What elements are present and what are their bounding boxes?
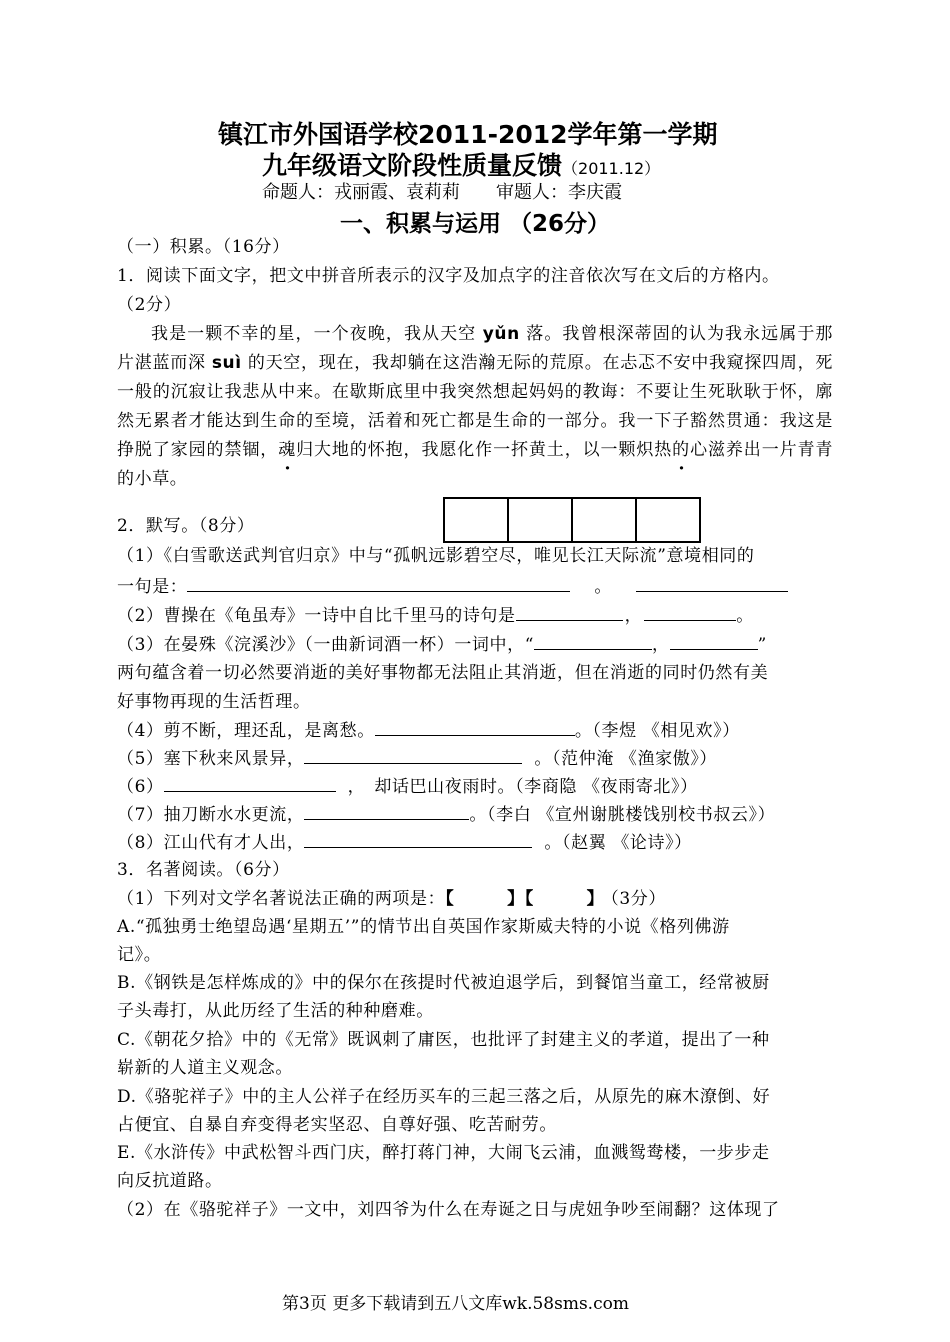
q2-item1-prompt: 一句是： bbox=[117, 577, 188, 597]
doc-title-line1: 镇江市外国语学校2011-2012学年第一学期 bbox=[218, 120, 718, 149]
q2-item3-line1 bbox=[117, 631, 767, 658]
q2-item3-prompt: （3）在晏殊《浣溪沙》（一曲新词酒一杯）一词中，“ bbox=[117, 635, 535, 655]
q2-item5-source: 。（范仲淹 《渔家傲》） bbox=[534, 749, 718, 769]
q2-item5 bbox=[117, 745, 717, 772]
q3-sub1-score: （3分） bbox=[610, 889, 666, 909]
option-e-line2: 向反抗道路。 bbox=[117, 1171, 223, 1191]
q2-item3-line3: 好事物再现的生活哲理。 bbox=[117, 692, 311, 712]
doc-title-date: （2011.12） bbox=[562, 159, 661, 178]
q2-item8-source: 。（赵翼 《论诗》） bbox=[544, 833, 692, 853]
answer-blank[interactable] bbox=[164, 773, 336, 792]
section-title: 一、积累与运用 （26分） bbox=[340, 211, 611, 237]
answer-blank[interactable] bbox=[375, 717, 575, 736]
q1-passage bbox=[117, 320, 833, 494]
q2-item6 bbox=[117, 773, 698, 800]
q2-item6-source: ， 却话巴山夜雨时。（李商隐 《夜雨寄北》） bbox=[347, 777, 698, 797]
answer-box[interactable] bbox=[509, 499, 573, 541]
passage-text-a: 我是一颗不幸的星，一个夜晚，我从天空 bbox=[151, 324, 477, 344]
q2-item7-source: 。（李白 《宣州谢朓楼饯别校书叔云》） bbox=[469, 805, 776, 825]
doc-authors: 命题人：戎丽霞、袁莉莉 审题人：李庆霞 bbox=[262, 182, 622, 203]
q2-item8 bbox=[117, 829, 692, 856]
q2-item2-sep: ， bbox=[624, 606, 643, 626]
q2-item2-end: 。 bbox=[736, 606, 754, 626]
pinyin-yun: yǔn bbox=[482, 324, 520, 344]
option-d-line1: D.《骆驼祥子》中的主人公祥子在经历买车的三起三落之后，从原先的麻木潦倒、好 bbox=[117, 1087, 771, 1107]
answer-blank[interactable] bbox=[187, 573, 570, 592]
q2-item1-sep: 。 bbox=[594, 577, 613, 597]
q2-item7-prompt: （7）抽刀断水水更流， bbox=[117, 805, 305, 825]
q2-item3-line2: 两句蕴含着一切必然要消逝的美好事物都无法阻止其消逝，但在消逝的同时仍然有美 bbox=[117, 663, 769, 683]
q2-item3-sep: ， bbox=[652, 635, 670, 655]
dotted-char-gu: 锢 · bbox=[242, 440, 260, 460]
dotted-char-chi: 炽 · bbox=[636, 440, 654, 460]
pinyin-sui: suì bbox=[211, 353, 242, 373]
q2-item4-prompt: （4）剪不断，理还乱，是离愁。 bbox=[117, 721, 375, 741]
option-c-line2: 崭新的人道主义观念。 bbox=[117, 1058, 293, 1078]
answer-blank[interactable] bbox=[304, 745, 522, 764]
option-a-line2: 记》。 bbox=[117, 945, 162, 965]
q2-item4-source: 。（李煜 《相见欢》） bbox=[574, 721, 740, 741]
passage-text-d: ，魂归大地的怀抱，我愿化作一抔黄土，以一颗 bbox=[260, 440, 637, 460]
passage-text-c: 的天空，现在，我却躺在这浩瀚无际的荒原。在忐忑不安中我窥探四周，死一般的沉寂让我悲从中来。在歇斯底里中我突然想起妈妈的教诲：不要让生死耿耿于怀，廓然无累者才能达到生命的至境，活着和死亡都是生命的一部分。我一下子豁然贯通：我这是挣脱了家园的禁 bbox=[117, 353, 833, 460]
answer-blank[interactable] bbox=[670, 631, 758, 650]
answer-bracket[interactable]: 【 】 bbox=[524, 889, 605, 909]
q3-sub1-prompt: （1）下列对文学名著说法正确的两项是： bbox=[117, 889, 446, 909]
option-b-line1: B.《钢铁是怎样炼成的》中的保尔在孩提时代被迫退学后，到餐馆当童工，经常被厨 bbox=[117, 973, 770, 993]
answer-blank[interactable] bbox=[534, 631, 652, 650]
q2-item4 bbox=[117, 717, 740, 744]
option-b-line2: 子头毒打，从此历经了生活的种种磨难。 bbox=[117, 1001, 434, 1021]
option-a-line1: A.“孤独勇士绝望岛遇‘星期五’”的情节出自英国作家斯威夫特的小说《格列佛游 bbox=[117, 917, 730, 937]
option-c-line1: C.《朝花夕拾》中的《无常》既讽刺了庸医，也批评了封建主义的孝道，提出了一种 bbox=[117, 1030, 770, 1050]
q1-line1: 1．阅读下面文字，把文中拼音所表示的汉字及加点字的注音依次写在文后的方格内。 bbox=[117, 266, 780, 286]
answer-blank[interactable] bbox=[636, 573, 788, 592]
q2-item7 bbox=[117, 801, 775, 828]
q2-item8-prompt: （8）江山代有才人出， bbox=[117, 833, 305, 853]
passage-text-b: 落。我曾根深蒂固的认为我永远属于那片湛蓝而深 bbox=[117, 324, 833, 373]
doc-title-main: 九年级语文阶段性质量反馈 bbox=[262, 151, 563, 180]
q2-heading: 2．默写。（8分） bbox=[117, 516, 255, 536]
q3-heading: 3．名著阅读。（6分） bbox=[117, 860, 290, 880]
q2-item1-line2 bbox=[117, 573, 788, 600]
q2-item6-prompt: （6） bbox=[117, 777, 164, 797]
passage-text-e: 热的心滋养出一片青青的小草。 bbox=[117, 440, 834, 489]
doc-title-line2 bbox=[262, 146, 660, 182]
q1-line2: （2分） bbox=[117, 295, 182, 315]
q3-sub2: （2）在《骆驼祥子》一文中，刘四爷为什么在寿诞之日与虎妞争吵至闹翻？这体现了 bbox=[117, 1200, 780, 1220]
answer-blank[interactable] bbox=[304, 829, 532, 848]
part1-heading: （一）积累。（16分） bbox=[117, 237, 290, 257]
q2-item1-line1: （1）《白雪歌送武判官归京》中与“孤帆远影碧空尽，唯见长江天际流”意境相同的 bbox=[117, 546, 755, 566]
answer-bracket[interactable]: 【 】 bbox=[445, 889, 525, 909]
answer-box-grid bbox=[443, 497, 701, 543]
q2-item2-prompt: （2）曹操在《龟虽寿》一诗中自比千里马的诗句是 bbox=[117, 606, 516, 626]
answer-box[interactable] bbox=[445, 499, 509, 541]
answer-blank[interactable] bbox=[644, 602, 736, 621]
q2-item2 bbox=[117, 602, 754, 629]
option-d-line2: 占便宜、自暴自弃变得老实坚忍、自尊好强、吃苦耐劳。 bbox=[117, 1115, 557, 1135]
answer-blank[interactable] bbox=[516, 602, 623, 621]
answer-box[interactable] bbox=[637, 499, 699, 541]
page-footer: 第3页 更多下载请到五八文库wk.58sms.com bbox=[282, 1294, 629, 1314]
option-e-line1: E.《水浒传》中武松智斗西门庆，醉打蒋门神，大闹飞云浦，血溅鸳鸯楼，一步步走 bbox=[117, 1143, 770, 1163]
answer-box[interactable] bbox=[573, 499, 637, 541]
q2-item3-end: ” bbox=[757, 635, 767, 655]
answer-blank[interactable] bbox=[304, 801, 469, 820]
q3-sub1 bbox=[117, 886, 666, 912]
q2-item5-prompt: （5）塞下秋来风景异， bbox=[117, 749, 305, 769]
